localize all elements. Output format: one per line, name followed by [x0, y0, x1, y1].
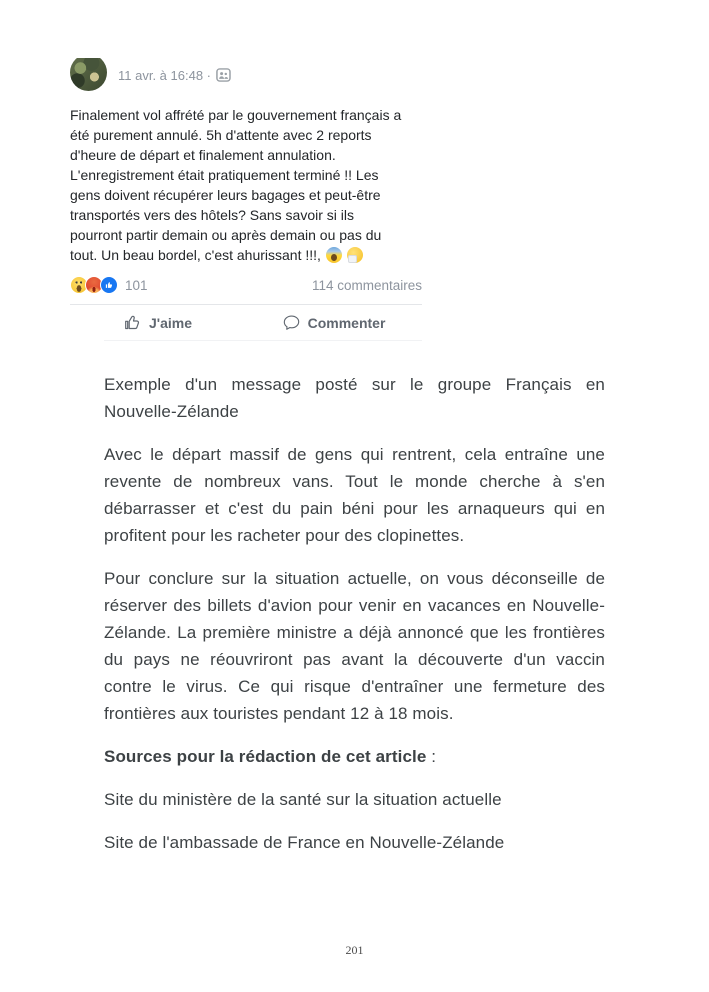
- post-text: [70, 105, 422, 265]
- post-text-line: pourront partir demain ou après demain ou pas du: [70, 227, 382, 243]
- facebook-post-screenshot: [70, 58, 422, 341]
- post-header: [70, 58, 422, 92]
- post-timestamp: 11 avr. à 16:48 ·: [118, 67, 211, 83]
- post-action-bar: [70, 305, 422, 340]
- post-caption-text: Exemple d'un message posté sur le groupe Français en Nouvelle-Zélande: [104, 375, 605, 421]
- like-button-label: J'aime: [148, 314, 193, 331]
- post-text-line: Finalement vol affrété par le gouvernement français a: [70, 107, 402, 123]
- paragraph-conclusion: Pour conclure sur la situation actuelle, on vous déconseille de réserver des billets d'avion pour venir en vacances en Nouvelle-Zélande. La première ministre a déjà annoncé que les frontières du pays ne réouvriront pas avant la découverte d'un vaccin contre le virus. Ce qui risque d'entraîner une fermeture des frontières aux touristes pendant 12 à 18 mois.: [104, 569, 605, 723]
- comment-button[interactable]: [246, 314, 422, 331]
- comments-count[interactable]: 114 commentaires: [311, 277, 422, 293]
- screaming-face-emoji-icon: [326, 247, 342, 263]
- page-number: 201: [345, 943, 364, 957]
- post-text-last-line: tout. Un beau bordel, c'est ahurissant !!!,: [70, 245, 422, 265]
- post-text-lines: [70, 105, 422, 245]
- sad-face-tissue-emoji-icon: [347, 247, 363, 263]
- post-text-line: transportés vers des hôtels? Sans savoir si ils: [70, 207, 355, 223]
- like-reaction-icon: [100, 276, 118, 294]
- source-french-embassy: Site de l'ambassade de France en Nouvelle-Zélande: [104, 833, 505, 852]
- post-text-line: été purement annulé. 5h d'attente avec 2 reports: [70, 127, 372, 143]
- article-body: [0, 371, 709, 856]
- post-stats-row: [70, 276, 422, 294]
- post-text-line: L'enregistrement était pratiquement terminé !! Les: [70, 167, 379, 183]
- paragraph-vans: Avec le départ massif de gens qui rentrent, cela entraîne une revente de nombreux vans. Tout le monde cherche à s'en débarrasser et c'est du pain béni pour les arnaqueurs qui en profitent pour les racheter pour des clopinettes.: [104, 445, 605, 545]
- reaction-count: 101: [125, 277, 148, 293]
- group-audience-icon: [216, 68, 231, 82]
- source-health-ministry: Site du ministère de la santé sur la situation actuelle: [104, 790, 502, 809]
- avatar: [70, 58, 107, 91]
- post-text-line: gens doivent récupérer leurs bagages et peut-être: [70, 187, 381, 203]
- reaction-icons[interactable]: [70, 276, 118, 294]
- post-text-line: d'heure de départ et finalement annulation.: [70, 147, 336, 163]
- comment-button-label: Commenter: [307, 314, 386, 331]
- divider: [104, 340, 422, 341]
- post-meta: [118, 68, 231, 83]
- like-button[interactable]: [70, 314, 246, 331]
- sources-heading: Sources pour la rédaction de cet article :: [104, 747, 437, 766]
